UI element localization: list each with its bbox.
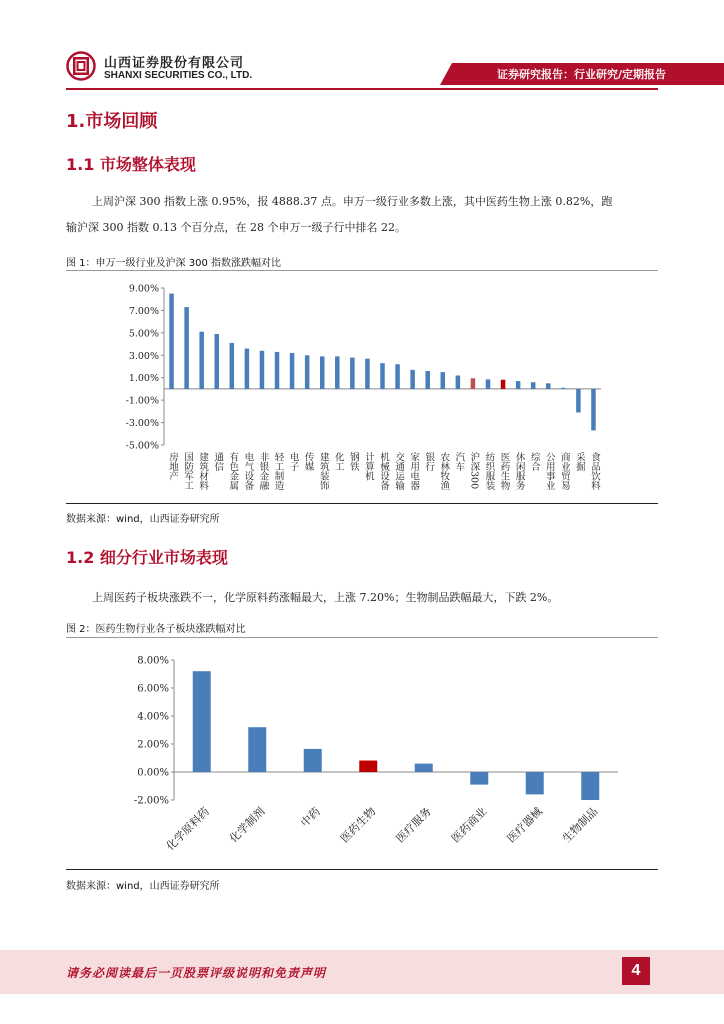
x-tick-label: 银行 bbox=[423, 452, 435, 471]
page-number: 4 bbox=[622, 957, 650, 985]
bar-汽车 bbox=[456, 375, 461, 388]
company-name-cn: 山西证券股份有限公司 bbox=[104, 56, 245, 71]
x-tick-label: 公用事业 bbox=[543, 452, 555, 490]
bar-传媒 bbox=[305, 355, 310, 389]
bar-电子 bbox=[290, 353, 295, 389]
figure1-caption: 图 1：申万一级行业及沪深 300 指数涨跌幅对比 bbox=[66, 258, 281, 269]
x-tick-label: 商业贸易 bbox=[558, 452, 570, 490]
paragraph-line: 上周医药子板块涨跌不一，化学原料药涨幅最大，上涨 7.20%；生物制品跌幅最大，下跌 2%。 bbox=[92, 591, 559, 604]
x-tick-label: 沪深300 bbox=[468, 452, 480, 490]
bar-银行 bbox=[425, 371, 430, 389]
x-tick-label: 农林牧渔 bbox=[438, 452, 450, 490]
bar-采掘 bbox=[576, 389, 581, 413]
bar-交通运输 bbox=[395, 364, 400, 389]
bar-化学制剂 bbox=[248, 727, 266, 772]
x-tick-label: 生物制品 bbox=[560, 804, 601, 846]
bar-农林牧渔 bbox=[441, 372, 446, 389]
bar-医药生物 bbox=[359, 761, 377, 772]
disclaimer-link[interactable]: 请务必阅读最后一页股票评级说明和免责声明 bbox=[66, 966, 327, 980]
x-tick-label: 计算机 bbox=[362, 452, 374, 481]
x-tick-label: 建筑装饰 bbox=[317, 452, 329, 490]
bar-非银金融 bbox=[260, 351, 265, 389]
bar-医药商业 bbox=[470, 772, 488, 785]
figure1-top-rule bbox=[66, 270, 658, 271]
bar-医疗器械 bbox=[526, 772, 544, 794]
header-divider bbox=[66, 88, 658, 90]
x-tick-label: 医药生物 bbox=[498, 452, 510, 490]
x-tick-label: 钢铁 bbox=[347, 452, 359, 471]
industry-bar-chart bbox=[66, 272, 666, 500]
bar-有色金属 bbox=[230, 343, 235, 389]
bar-公用事业 bbox=[546, 383, 551, 389]
x-tick-label: 轻工制造 bbox=[272, 452, 284, 490]
y-tick-label: -2.00% bbox=[133, 795, 169, 807]
x-tick-label: 休闲服务 bbox=[513, 452, 525, 490]
figure2-bottom-rule bbox=[66, 869, 658, 870]
bar-轻工制造 bbox=[275, 352, 280, 389]
figure1-bottom-rule bbox=[66, 503, 658, 504]
bar-钢铁 bbox=[350, 358, 355, 389]
x-tick-label: 采掘 bbox=[573, 452, 585, 471]
bar-纺织服装 bbox=[486, 379, 491, 389]
x-tick-label: 有色金属 bbox=[227, 452, 239, 490]
x-tick-label: 电子 bbox=[287, 452, 299, 471]
x-tick-label: 食品饮料 bbox=[588, 452, 600, 490]
bar-家用电器 bbox=[410, 370, 415, 389]
x-tick-label: 非银金融 bbox=[257, 452, 269, 490]
y-tick-label: 4.00% bbox=[137, 711, 169, 723]
x-tick-label: 医疗服务 bbox=[393, 804, 434, 846]
x-tick-label: 医药商业 bbox=[449, 804, 490, 846]
x-tick-label: 化学原料药 bbox=[163, 804, 212, 854]
bar-生物制品 bbox=[581, 772, 599, 800]
bar-医药生物 bbox=[501, 380, 506, 389]
section-title-subsector-performance: 1.2 细分行业市场表现 bbox=[66, 548, 228, 567]
x-tick-label: 医药生物 bbox=[338, 804, 379, 846]
bar-综合 bbox=[531, 382, 536, 389]
y-tick-label: -3.00% bbox=[125, 418, 159, 430]
bar-电气设备 bbox=[245, 349, 250, 389]
x-tick-label: 国防军工 bbox=[182, 452, 194, 490]
pharma-subsector-bar-chart bbox=[66, 640, 666, 866]
y-tick-label: 8.00% bbox=[137, 655, 169, 667]
bar-通信 bbox=[214, 334, 219, 389]
bar-医疗服务 bbox=[415, 764, 433, 772]
bar-建筑材料 bbox=[199, 332, 204, 389]
x-tick-label: 医疗器械 bbox=[504, 804, 545, 846]
bar-房地产 bbox=[169, 294, 174, 389]
x-tick-label: 综合 bbox=[528, 452, 540, 471]
bar-建筑装饰 bbox=[320, 356, 325, 389]
x-tick-label: 建筑材料 bbox=[197, 452, 209, 490]
y-tick-label: 6.00% bbox=[137, 683, 169, 695]
x-tick-label: 电气设备 bbox=[242, 452, 254, 490]
paragraph-line: 上周沪深 300 指数上涨 0.95%，报 4888.37 点。申万一级行业多数上涨，其中医药生物上涨 0.82%，跑 bbox=[92, 195, 613, 208]
bar-计算机 bbox=[365, 359, 370, 389]
paragraph-line: 输沪深 300 指数 0.13 个百分点，在 28 个申万一级子行中排名 22。 bbox=[66, 221, 406, 234]
x-tick-label: 汽车 bbox=[453, 452, 465, 471]
y-tick-label: 9.00% bbox=[128, 283, 159, 295]
x-tick-label: 家用电器 bbox=[408, 452, 420, 490]
bar-沪深300 bbox=[471, 378, 476, 389]
x-tick-label: 房地产 bbox=[167, 452, 179, 481]
figure1-source: 数据来源：wind，山西证券研究所 bbox=[66, 514, 220, 525]
y-tick-label: 5.00% bbox=[128, 328, 159, 340]
x-tick-label: 化工 bbox=[332, 452, 344, 471]
y-tick-label: -1.00% bbox=[125, 395, 159, 407]
bar-商业贸易 bbox=[561, 388, 566, 389]
bar-化工 bbox=[335, 356, 340, 389]
section-title-overall-performance: 1.1 市场整体表现 bbox=[66, 155, 196, 174]
x-tick-label: 通信 bbox=[212, 452, 224, 471]
figure2-top-rule bbox=[66, 637, 658, 638]
bar-国防军工 bbox=[184, 307, 189, 389]
figure2-source: 数据来源：wind，山西证券研究所 bbox=[66, 881, 220, 892]
y-tick-label: -5.00% bbox=[125, 440, 159, 452]
y-tick-label: 2.00% bbox=[137, 739, 169, 751]
x-tick-label: 纺织服装 bbox=[483, 452, 495, 490]
bar-中药 bbox=[304, 749, 322, 772]
bar-休闲服务 bbox=[516, 381, 521, 389]
x-tick-label: 化学制剂 bbox=[227, 804, 268, 846]
company-name-en: SHANXI SECURITIES CO., LTD. bbox=[104, 70, 253, 81]
y-tick-label: 1.00% bbox=[128, 373, 159, 385]
bar-化学原料药 bbox=[193, 671, 211, 772]
bar-机械设备 bbox=[380, 363, 385, 389]
report-type-label: 证券研究报告：行业研究/定期报告 bbox=[496, 68, 666, 81]
y-tick-label: 7.00% bbox=[128, 305, 159, 317]
x-tick-label: 交通运输 bbox=[393, 452, 405, 490]
x-tick-label: 机械设备 bbox=[378, 452, 389, 490]
y-tick-label: 0.00% bbox=[137, 767, 169, 779]
x-tick-label: 传媒 bbox=[302, 452, 314, 471]
x-tick-label: 中药 bbox=[298, 804, 323, 830]
bar-食品饮料 bbox=[591, 389, 596, 430]
figure2-caption: 图 2：医药生物行业各子板块涨跌幅对比 bbox=[66, 624, 246, 635]
y-tick-label: 3.00% bbox=[128, 350, 159, 362]
company-logo-icon bbox=[66, 51, 96, 81]
section-title-market-review: 1.市场回顾 bbox=[66, 111, 158, 132]
